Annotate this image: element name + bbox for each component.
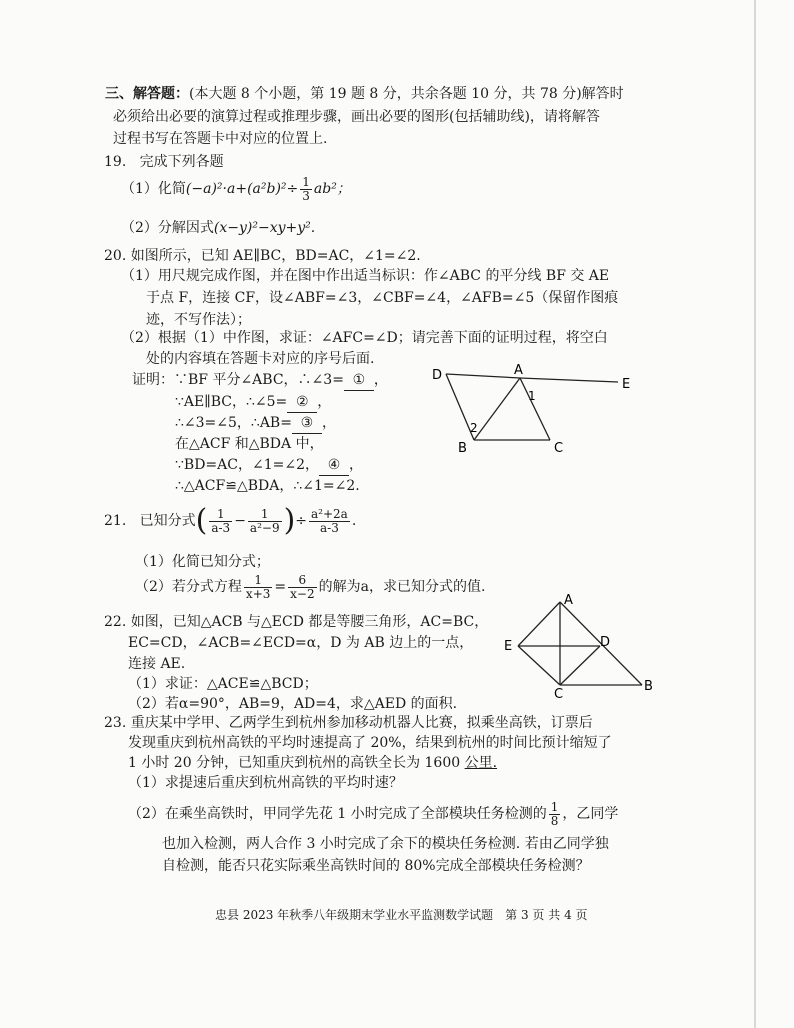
q23-l3b: 公里. [464, 755, 498, 771]
q23-line-1 [104, 713, 593, 733]
q21-eq-right [288, 574, 316, 601]
q23-line-3 [128, 753, 497, 773]
q23-p2b: ，乙同学 [562, 806, 619, 822]
blank-2: ② [287, 392, 317, 413]
q21-frac-1 [209, 508, 232, 535]
blank-3: ③ [292, 413, 322, 434]
q21-p2-label: （2）若分式方程 [135, 579, 242, 595]
segment-CD [560, 646, 600, 685]
q20-p1-line-3: 迹，不写作法）； [146, 312, 251, 328]
q23-part-2-line-2: 也加入检测，两人合作 3 小时完成了余下的模块任务检测. 若由乙同学独 [162, 836, 609, 852]
label-A: A [514, 363, 523, 378]
segment-AE [520, 378, 618, 382]
label-E: E [622, 377, 631, 392]
q23-l3a: 1 小时 20 分钟，已知重庆到杭州的高铁全长为 1600 [128, 755, 465, 771]
q20-proof-line-5 [175, 455, 363, 476]
segment-AE [518, 602, 560, 646]
q19-header [104, 152, 224, 172]
q21-number: 21. [104, 513, 127, 529]
paren-open: ( [195, 503, 208, 538]
page-footer: 忠县 2023 年秋季八年级期末学业水平监测数学试题 第 3 页 共 4 页 [215, 908, 588, 922]
minus-sign: − [234, 513, 246, 529]
frac-num: 1 [244, 574, 272, 588]
q21-pre: 已知分式 [139, 513, 196, 529]
q22-number: 22. [104, 614, 127, 630]
q19-p2-label: （2）分解因式 [121, 220, 214, 236]
q23-line-2: 发现重庆到杭州高铁的平均时速提高了 20%，结果到杭州的时间比预计缩短了 [128, 735, 612, 751]
frac-num: 6 [288, 574, 316, 588]
frac-den: x−2 [290, 586, 315, 601]
q23-part-2-line-1 [128, 797, 618, 831]
section-line-1: (本大题 8 个小题，第 19 题 8 分，共余各题 10 分，共 78 分)解答时 [189, 86, 624, 102]
q19-p1-expr: (−a)²·a+(a²b)²÷ [185, 181, 299, 197]
frac-num: 1 [248, 508, 282, 522]
q20-proof-line-1 [132, 370, 388, 391]
q23-fraction [549, 801, 561, 828]
blank-1: ① [344, 370, 374, 391]
q20-p2-line-2: 处的内容填在答题卡对应的序号后面. [146, 351, 375, 367]
q22-part-2: （2）若α=90°，AB=9，AD=4，求△AED 的面积. [128, 696, 458, 712]
q21-frac-2 [248, 508, 282, 535]
q19-frac-den: 3 [302, 188, 310, 203]
q19-frac-num: 1 [302, 174, 310, 189]
q22-line-3: 连接 AE. [128, 656, 186, 672]
q20-proof-line-6: ∴△ACF≌△BDA，∴∠1=∠2. [175, 478, 360, 494]
q21-stem [104, 504, 356, 538]
q22-part-1: （1）求证：△ACE≌△BCD； [128, 676, 318, 692]
label-C: C [554, 687, 564, 700]
q21-p2-post: 的解为a，求已知分式的值. [318, 579, 486, 595]
proof-text: ， [317, 394, 332, 410]
proof-text: ， [321, 415, 336, 431]
proof-text: ， [373, 372, 388, 388]
proof-text: ∵AE∥BC，∴∠5= [175, 394, 288, 410]
segment-DA [446, 374, 520, 378]
scan-edge [754, 0, 756, 1028]
label-E: E [504, 639, 513, 654]
segment-AC [520, 378, 550, 440]
q22-line-2: EC=CD，∠ACB=∠ECD=α，D 为 AB 边上的一点， [128, 635, 474, 651]
label-B: B [458, 441, 467, 456]
q22-figure [500, 590, 660, 700]
paren-close: ) [283, 503, 296, 538]
equals-sign: = [274, 579, 287, 595]
frac-den: x+3 [245, 586, 271, 601]
label-D: D [432, 368, 443, 383]
q19-number: 19. [104, 154, 127, 170]
q19-p2-expr: (x−y)²−xy+y². [213, 220, 316, 236]
angle-1-label: 1 [528, 389, 536, 403]
segment-EC [518, 646, 560, 685]
q20-p2-line-1: （2）根据（1）中作图，求证：∠AFC=∠D；请完善下面的证明过程，将空白 [121, 330, 608, 346]
q19-title: 完成下列各题 [139, 154, 224, 170]
proof-text: 证明：∵BF 平分∠ABC，∴∠3= [132, 372, 344, 388]
section-line-3: 过程书写在答题卡中对应的位置上. [113, 131, 328, 147]
proof-text: ∴∠3=∠5，∴AB= [175, 415, 292, 431]
q23-part-1: （1）求提速后重庆到杭州高铁的平均时速？ [128, 775, 403, 791]
q22-line-1 [104, 612, 488, 632]
q21-part-2 [135, 572, 485, 602]
section-header [105, 84, 624, 104]
section-line-2: 必须给出必要的演算过程或推理步骤，画出必要的图形(包括辅助线)，请将解答 [113, 109, 600, 125]
angle-2-label: 2 [470, 421, 478, 435]
q19-p1-label: （1）化简 [121, 181, 186, 197]
label-B: B [644, 679, 653, 694]
q20-p1-line-1: （1）用尺规完成作图，并在图中作出适当标识：作∠ABC 的平分线 BF 交 AE [121, 268, 610, 284]
q23-number: 23. [104, 715, 127, 731]
q19-p1-post: ab²； [313, 181, 351, 197]
q21-frac-3 [309, 508, 350, 535]
frac-num: 1 [209, 508, 232, 522]
section-title: 三、解答题： [105, 86, 189, 102]
proof-text: ∵BD=AC，∠1=∠2， [175, 457, 319, 473]
frac-num: a²+2a [311, 506, 348, 521]
label-A: A [564, 593, 573, 608]
label-D: D [600, 635, 611, 650]
q19-fraction [300, 176, 312, 203]
q20-proof-line-3 [175, 413, 336, 434]
frac-den: a-3 [211, 520, 231, 535]
q19-part-1 [121, 174, 351, 204]
frac-den: 8 [550, 813, 559, 828]
divide-sign: ÷ [295, 513, 308, 529]
label-C: C [554, 441, 564, 456]
frac-den: a²−9 [249, 520, 280, 535]
proof-text: ， [348, 457, 363, 473]
q20-proof-line-2 [175, 392, 331, 413]
q21-part-1: （1）化简已知分式； [135, 554, 270, 570]
q20-figure [428, 362, 638, 462]
q22-l1: 如图，已知△ACB 与△ECD 都是等腰三角形，AC=BC， [130, 614, 489, 630]
q21-eq-left [244, 574, 272, 601]
period: . [351, 513, 357, 529]
q23-l1: 重庆某中学甲、乙两学生到杭州参加移动机器人比赛，拟乘坐高铁，订票后 [130, 715, 593, 731]
segment-AB [474, 378, 520, 440]
q23-part-2-line-3: 自检测，能否只花实际乘坐高铁时间的 80%完成全部模块任务检测？ [162, 858, 590, 874]
q20-stem-text: 如图所示，已知 AE∥BC，BD=AC，∠1=∠2. [130, 248, 421, 264]
frac-den: a-3 [320, 520, 339, 535]
q19-part-2 [121, 218, 315, 238]
frac-num: 1 [550, 799, 559, 814]
q20-p1-line-2: 于点 F，连接 CF，设∠ABF=∠3，∠CBF=∠4，∠AFB=∠5（保留作图痕 [146, 290, 619, 306]
blank-4: ④ [319, 455, 349, 476]
q20-number: 20. [104, 248, 127, 264]
q20-proof-line-4: 在△ACF 和△BDA 中， [175, 436, 324, 452]
q20-stem [104, 246, 421, 266]
q23-p2a: （2）在乘坐高铁时，甲同学先花 1 小时完成了全部模块任务检测的 [128, 806, 547, 822]
